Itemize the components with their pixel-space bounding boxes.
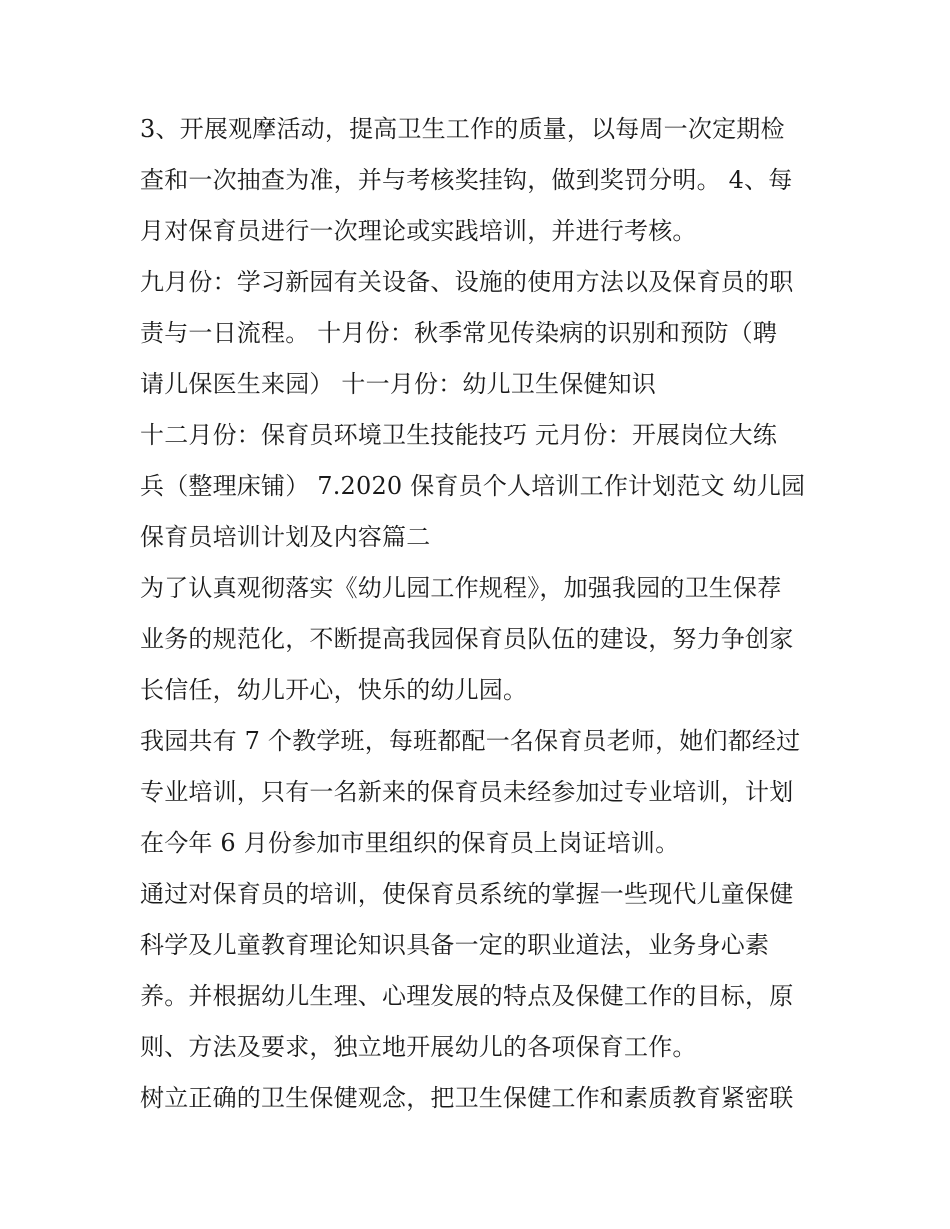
text-line: 在今年 6 月份参加市里组织的保育员上岗证培训。 xyxy=(140,829,680,857)
paragraph-hygiene-observation xyxy=(140,104,820,257)
text-line: 查和一次抽查为准，并与考核奖挂钩，做到奖罚分明。 4、每 xyxy=(140,166,793,194)
paragraph-training-goals xyxy=(140,869,820,1073)
text-line: 十二月份：保育员环境卫生技能技巧 元月份：开展岗位大练 xyxy=(140,421,778,449)
text-line: 我园共有 7 个教学班，每班都配一名保育员老师，她们都经过 xyxy=(140,727,801,755)
text-line: 请儿保医生来园） 十一月份：幼儿卫生保健知识 xyxy=(140,370,657,398)
paragraph-monthly-schedule-1 xyxy=(140,257,820,410)
text-line: 3、开展观摩活动，提高卫生工作的质量，以每周一次定期检 xyxy=(140,115,785,143)
paragraph-purpose xyxy=(140,563,820,716)
text-line: 九月份：学习新园有关设备、设施的使用方法以及保育员的职 xyxy=(140,268,794,296)
section-heading: 保育员培训计划及内容篇二 xyxy=(140,523,431,551)
text-line: 则、方法及要求，独立地开展幼儿的各项保育工作。 xyxy=(140,1033,697,1061)
text-line: 树立正确的卫生保健观念，把卫生保健工作和素质教育紧密联 xyxy=(140,1084,794,1112)
text-line: 长信任，幼儿开心，快乐的幼儿园。 xyxy=(140,676,528,704)
paragraph-monthly-schedule-2 xyxy=(140,410,820,563)
text-line: 科学及儿童教育理论知识具备一定的职业道法，业务身心素 xyxy=(140,931,770,959)
text-line: 通过对保育员的培训，使保育员系统的掌握一些现代儿童保健 xyxy=(140,880,794,908)
paragraph-current-situation xyxy=(140,716,820,869)
text-line: 业务的规范化，不断提高我园保育员队伍的建设，努力争创家 xyxy=(140,625,794,653)
text-line: 养。并根据幼儿生理、心理发展的特点及保健工作的目标，原 xyxy=(140,982,794,1010)
text-line: 为了认真观彻落实《幼儿园工作规程》，加强我园的卫生保荐 xyxy=(140,574,782,602)
text-line: 月对保育员进行一次理论或实践培训，并进行考核。 xyxy=(140,217,697,245)
document-body xyxy=(140,104,820,1124)
text-line: 专业培训，只有一名新来的保育员未经参加过专业培训，计划 xyxy=(140,778,794,806)
text-line: 责与一日流程。 十月份：秋季常见传染病的识别和预防（聘 xyxy=(140,319,778,347)
text-line: 兵（整理床铺） 7.2020 保育员个人培训工作计划范文 幼儿园 xyxy=(140,472,806,500)
paragraph-health-concept xyxy=(140,1073,820,1124)
